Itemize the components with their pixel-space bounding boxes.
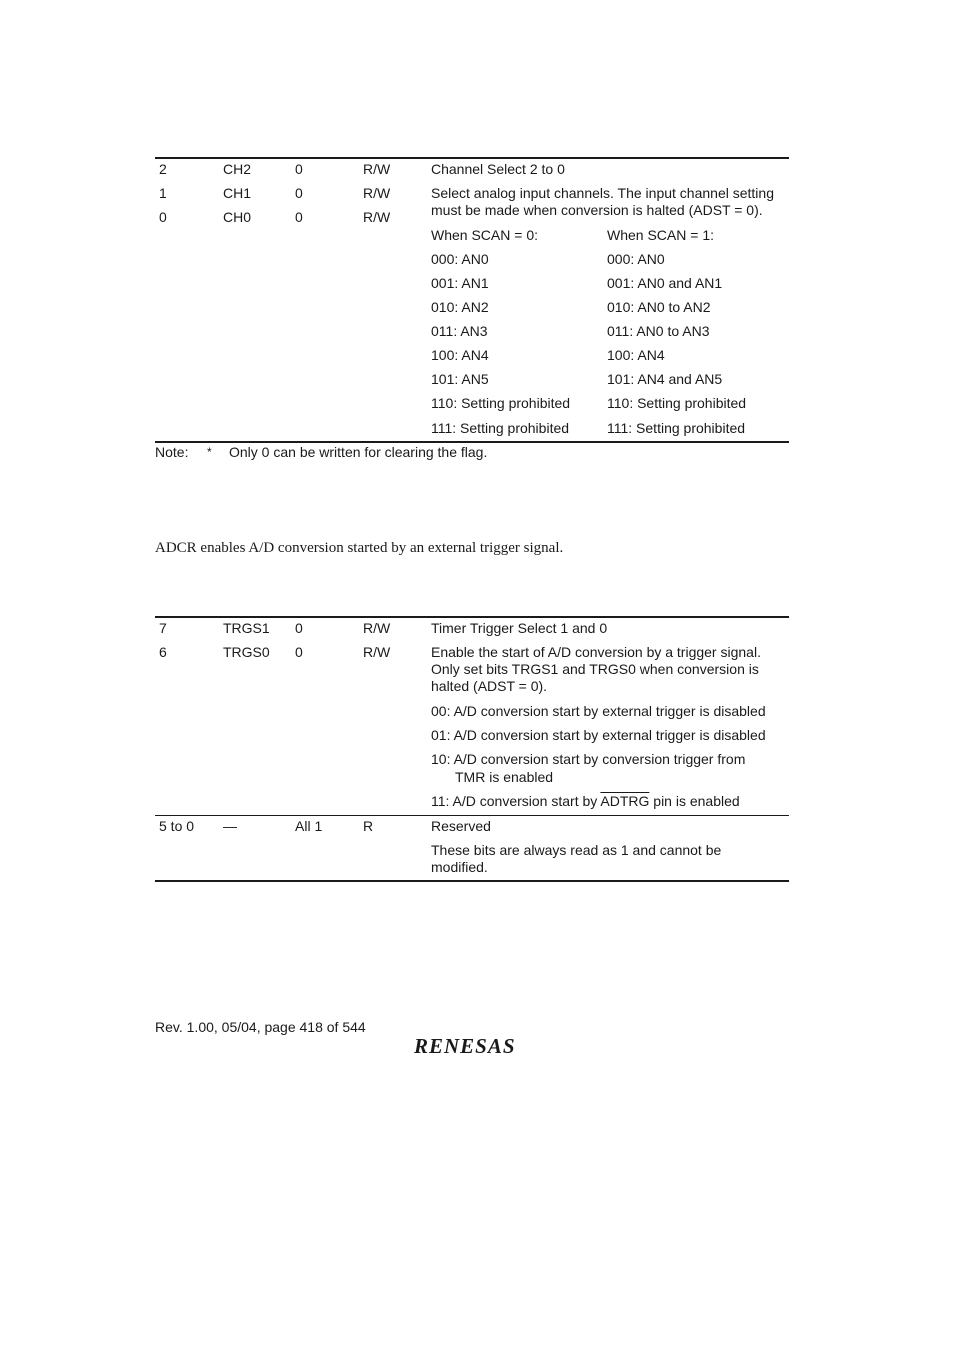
table2-row-divider: [155, 815, 789, 816]
table2-rw-trgs1: R/W: [363, 620, 391, 636]
trigger-option-11-suffix: pin is enabled: [649, 793, 740, 809]
table1-bit-2: 2: [159, 161, 167, 177]
scan1-header: When SCAN = 1:: [607, 227, 714, 243]
reserved-title: Reserved: [431, 818, 491, 834]
table2-rw-reserved: R: [363, 818, 374, 834]
table2-name-reserved: —: [223, 818, 237, 834]
table2-bit-6: 6: [159, 644, 167, 660]
scan1-item: 001: AN0 and AN1: [607, 275, 723, 291]
reserved-body: These bits are always read as 1 and cannot be modified.: [431, 842, 722, 875]
table2-name-trgs0: TRGS0: [223, 644, 270, 660]
trigger-option-00: 00: A/D conversion start by external trigger is disabled: [431, 703, 766, 719]
scan1-item: 010: AN0 to AN2: [607, 299, 711, 315]
table1-bit-0: 0: [159, 209, 167, 225]
scan1-item: 000: AN0: [607, 251, 665, 267]
table2-bit-reserved: 5 to 0: [159, 818, 195, 834]
table2-desc-title: Timer Trigger Select 1 and 0: [431, 620, 608, 636]
table1-bit-1: 1: [159, 185, 167, 201]
table1-rw-ch2: R/W: [363, 161, 391, 177]
table2-name-trgs1: TRGS1: [223, 620, 270, 636]
table2-rw-trgs0: R/W: [363, 644, 391, 660]
table2-bit-7: 7: [159, 620, 167, 636]
trigger-option-01: 01: A/D conversion start by external trigger is disabled: [431, 727, 766, 743]
scan0-item: 011: AN3: [431, 323, 488, 339]
table2-init-trgs1: 0: [295, 620, 303, 636]
table1-name-ch0: CH0: [223, 209, 252, 225]
body-paragraph: ADCR enables A/D conversion started by an external trigger signal.: [155, 540, 564, 556]
scan0-item: 110: Setting prohibited: [431, 395, 571, 411]
table2-top-rule: [155, 616, 789, 618]
table1-init-ch2: 0: [295, 161, 303, 177]
renesas-logo: [414, 1033, 536, 1059]
scan1-item: 011: AN0 to AN3: [607, 323, 710, 339]
scan1-item: 101: AN4 and AN5: [607, 371, 723, 387]
trigger-option-10-cont: TMR is enabled: [455, 769, 554, 785]
page-footer-revision: Rev. 1.00, 05/04, page 418 of 544: [155, 1019, 366, 1035]
renesas-logo-text: RENESAS: [414, 1034, 516, 1058]
scan1-item: 100: AN4: [607, 347, 665, 363]
table1-desc-title: Channel Select 2 to 0: [431, 161, 565, 177]
scan1-item: 111: Setting prohibited: [607, 420, 746, 436]
table1-name-ch2: CH2: [223, 161, 252, 177]
scan0-item: 010: AN2: [431, 299, 489, 315]
note-label: Note:: [155, 444, 189, 460]
scan0-item: 001: AN1: [431, 275, 489, 291]
table1-name-ch1: CH1: [223, 185, 252, 201]
table2-bottom-rule: [155, 880, 789, 882]
scan0-item: 101: AN5: [431, 371, 489, 387]
note-text: Only 0 can be written for clearing the flag.: [229, 444, 488, 460]
scan1-item: 110: Setting prohibited: [607, 395, 747, 411]
table1-init-ch1: 0: [295, 185, 303, 201]
trigger-option-11: [431, 793, 740, 810]
trigger-option-10: 10: A/D conversion start by conversion trigger from: [431, 751, 746, 767]
table2-init-reserved: All 1: [295, 818, 323, 834]
scan0-header: When SCAN = 0:: [431, 227, 538, 243]
scan0-item: 111: Setting prohibited: [431, 420, 570, 436]
table1-init-ch0: 0: [295, 209, 303, 225]
table2-desc-body: Enable the start of A/D conversion by a trigger signal. Only set bits TRGS1 and TRGS0 when conversion is halted (ADST = 0).: [431, 644, 761, 694]
scan0-item: 100: AN4: [431, 347, 489, 363]
adtrg-pin-label: ADTRG: [600, 793, 650, 809]
trigger-option-11-prefix: 11: A/D conversion start by: [431, 793, 601, 809]
scan0-item: 000: AN0: [431, 251, 489, 267]
table1-bottom-rule: [155, 441, 789, 443]
table2-init-trgs0: 0: [295, 644, 303, 660]
note-asterisk: *: [207, 445, 212, 459]
table1-top-rule: [155, 157, 789, 159]
table1-rw-ch0: R/W: [363, 209, 391, 225]
table1-desc-body: Select analog input channels. The input channel setting must be made when conversion is halted (ADST = 0).: [431, 185, 774, 218]
table1-rw-ch1: R/W: [363, 185, 391, 201]
